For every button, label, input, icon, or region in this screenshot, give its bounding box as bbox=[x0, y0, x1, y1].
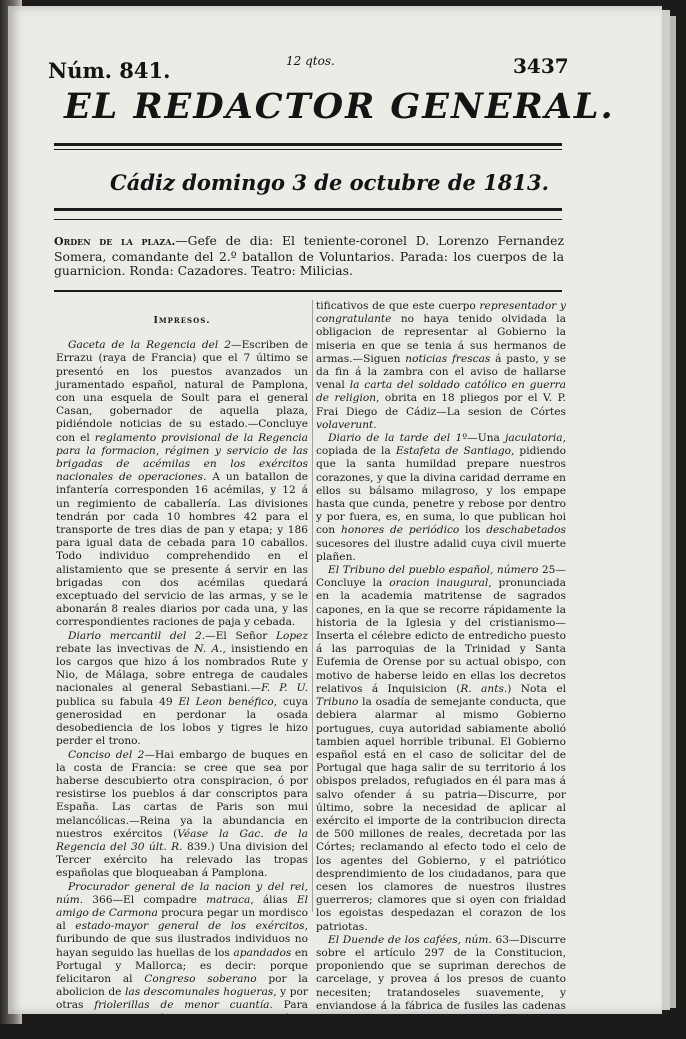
price-note: 12 qtos. bbox=[286, 54, 335, 68]
section-heading-impresos: Impresos. bbox=[153, 315, 211, 326]
issue-number: Núm. 841. bbox=[48, 58, 171, 83]
page-number: 3437 bbox=[513, 54, 569, 78]
article-diario-mercantil: Diario mercantil del 2.—El Señor Lopez rebate las invectivas de N. A., insistiendo en los cargos que hizo á los nombrados Rute y Nio, de Málaga, sobre entrega de caudales nacionales al general Sebastiani.—F. P. U. publica su fabula 49 El Leon benéfico, cuya generosidad en perdonar la osada desobediencia de los lobos y tigres le hizo perder el trono. bbox=[56, 629, 309, 748]
article-conciso: Conciso del 2—Hai embargo de buques en la costa de Francia: se cree que sea por haberse descubierto otra conspiracion, ó por resistirse los pueblos á dar conscriptos para España. Las cartas de Paris son mui melancólicas.—Reina ya la abundancia en nuestros exércitos (Véase la Gac. de la Regencia del 30 últ. R. 839.) Una division del Tercer exército ha relevado las tropas españolas que bloqueaban á Pamplona. bbox=[56, 748, 309, 880]
title-rule-bottom bbox=[54, 149, 562, 150]
right-column bbox=[316, 300, 566, 1026]
date-rule-bottom bbox=[54, 219, 562, 220]
article-diario-tarde: Diario de la tarde del 1º—Una jaculatoria, copiada de la Estafeta de Santiago, pidiendo que la santa humildad prepare nuestros corazones, y que la divina caridad derrame en ellos su bálsamo milagroso, y los empape hasta que cunda, penetre y rebose por dentro y por fuera, es, en suma, lo que publican hoi con honores de periódico los deschabetados sucesores del ilustre adalid cuya civil muerte plañen. bbox=[316, 432, 567, 563]
issue-date: Cádiz domingo 3 de octubre de 1813. bbox=[110, 170, 549, 195]
article-gaceta: Gaceta de la Regencia del 2—Escriben de Errazu (raya de Francia) que el 7 último se presentó en los puestos avanzados un juramentado español, natural de Pamplona, con una esquela de Soult para el general Casan, gobernador de aquella plaza, pidiéndole noticias de su estado.—Concluye con el reglamento provisional de la Regencia para la formacion, régimen y servicio de las brigadas de acémilas en los exércitos nacionales de operaciones. A un batallon de infantería corresponden 16 acémilas, y 12 á un regimiento de caballería. Las divisiones tendrán por cada 10 hombres 42 para el transporte de tres dias de pan y etapa; y 186 para igual data de cebada para 10 caballos. Todo individuo comprehendido en el alistamiento que se presente á servir en las brigadas con dos acémilas quedará exceptuado del servicio de las armas, y se le abonarán 8 reales diarios por cada una, y las correspondientes raciones de paja y cebada. bbox=[56, 339, 309, 629]
left-column bbox=[56, 300, 308, 1039]
article-procurador: Procurador general de la nacion y del rei, núm. 366—El compadre matraca, álias El amigo de Carmona procura pegar un mordisco al estado-mayor general de los exércitos, furibundo de que sus ilustrados individuos no hayan seguido las huellas de los apandados en Portugal y Mallorca; es decir: porque felicitaron al Congreso soberano por la abolicion de las descomunales hogueras, y por otras friolerillas de menor cuantía. Para desfogar su climatérica bilis pide nada ménos que los documentos jus- bbox=[56, 880, 309, 1038]
article-procurador-continued: tificativos de que este cuerpo representador y congratulante no haya tenido olvidada la obligacion de representar al Gobierno la miseria en que se tenia á sus hermanos de armas.—Siguen noticias frescas á pasto, y se da fin á la zambra con el aviso de hallarse venal la carta del soldado católico en guerra de religion, obrita en 18 pliegos por el V. P. Frai Diego de Cádiz—La sesion de Córtes volaverunt. bbox=[316, 300, 566, 431]
section-rule bbox=[54, 290, 562, 292]
orden-text: —Gefe de dia: El teniente-coronel D. Lorenzo Fernandez Somera, comandante del 2.º batallon de Voluntarios. Parada: los cuerpos de la guarnicion. Ronda: Cazadores. Teatro: Milicias. bbox=[54, 233, 564, 279]
article-duende: El Duende de los cafées, núm. 63—Discurre sobre el artículo 297 de la Constitucion, proponiendo que se supriman derechos de carcelage, y provea á los presos de cuanto necesiten; tratandoseles suavemente, y enviandose á la fábrica de fusiles las cadenas y grillos con bbox=[316, 933, 566, 1025]
title-rule-top bbox=[54, 143, 562, 146]
article-tribuno: El Tribuno del pueblo español, número 25—Concluye la oracion inaugural, pronunciada en la academia matritense de sagrados capones, en la que se recorre rápidamente la historia de la Iglesia y del cristianismo—Inserta el célebre edicto de entredicho puesto á las parroquias de la Trinidad y Santa Eufemia de Orense por su actual obispo, con motivo de haberse leido en ellas los decretos relativos á Inquisicion (R. ants.) Nota el Tribuno la osadía de semejante conducta, que debiera alarmar al mismo Gobierno portugues, cuya autoridad sabiamente abolió tambien aquel horrible tribunal. El Gobierno español está en el caso de solicitar del de Portugal que haga salir de su territorio á los obispos prelados, refugiados en él para mas á salvo ofender á su patria—Discurre, por último, sobre la necesidad de aplicar al exército el importe de la contribucion directa de 500 millones de reales, decretada por las Córtes; reclamando al efecto todo el celo de los agentes del Gobierno, y el patriótico desprendimiento de los ciudadanos, para que cesen los clamores de nuestros ilustres guerreros; clamores que si oyen con frialdad los egoistas despedazan el corazon de los patriotas. bbox=[316, 564, 566, 933]
newspaper-title: EL REDACTOR GENERAL. bbox=[64, 86, 615, 127]
date-rule-top bbox=[54, 208, 562, 211]
page-edge bbox=[662, 10, 670, 1010]
orden-label: Orden de la plaza. bbox=[54, 235, 176, 248]
page-edge-back bbox=[670, 16, 676, 1008]
column-divider bbox=[312, 300, 313, 912]
orden-de-la-plaza bbox=[54, 234, 564, 279]
